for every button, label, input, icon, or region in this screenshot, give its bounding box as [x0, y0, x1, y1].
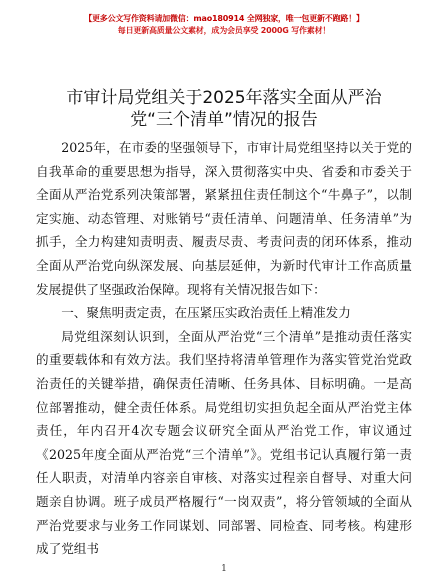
- page-number: 1: [221, 564, 227, 574]
- body-paragraph: 局党组深刻认识到，全面从严治党“三个清单”是推动责任落实的重要载体和有效方法。我们坚持将清单管理作为落实管党治党政治责任的关键举措，确保责任清晰、任务具体、目标明确。一是高位部署推动，健全责任体系。局党组切实担负起全面从严治党主体责任，年内召开4次专题会议研究全面从严治党工作，审议通过《2025年度全面从严治党“三个清单”》。党组书记认真履行第一责任人职责，对清单内容亲自审核、对落实过程亲自督导、对重大问题亲自协调。班子成员严格履行“一岗双责”，将分管领域的全面从严治党要求与业务工作同谋划、同部署、同检查、同考核。构建形成了党组书: [36, 328, 412, 557]
- document-body: [36, 136, 412, 561]
- intro-paragraph: 2025年，在市委的坚强领导下，市审计局党组坚持以关于党的自我革命的重要思想为指导，深入贯彻落实中央、省委和市委关于全面从严治党系列决策部署，紧紧扭住责任制这个“牛鼻子”，以制定实施、动态管理、对账销号“责任清单、问题清单、任务清单”为抓手，全力构建知责明责、履责尽责、考责问责的闭环体系，推动全面从严治党向纵深发展、向基层延伸，为新时代审计工作高质量发展提供了坚强政治保障。现将有关情况报告如下：: [36, 140, 412, 297]
- promo-banner-subline: 每日更新高质量公文素材，成为会员享受 2000G 写作素材！: [117, 26, 331, 35]
- promo-banner-line: 【更多公文写作资料请加微信：mao180914 全网独家，唯一包更新不跑路！】: [84, 14, 364, 23]
- document-title-line-1: 市审计局党组关于2025年落实全面从严治: [66, 88, 382, 108]
- section-heading: 一、聚焦明责定责，在压紧压实政治责任上精准发力: [61, 305, 351, 321]
- document-title-line-2: 党“三个清单”情况的报告: [130, 110, 318, 130]
